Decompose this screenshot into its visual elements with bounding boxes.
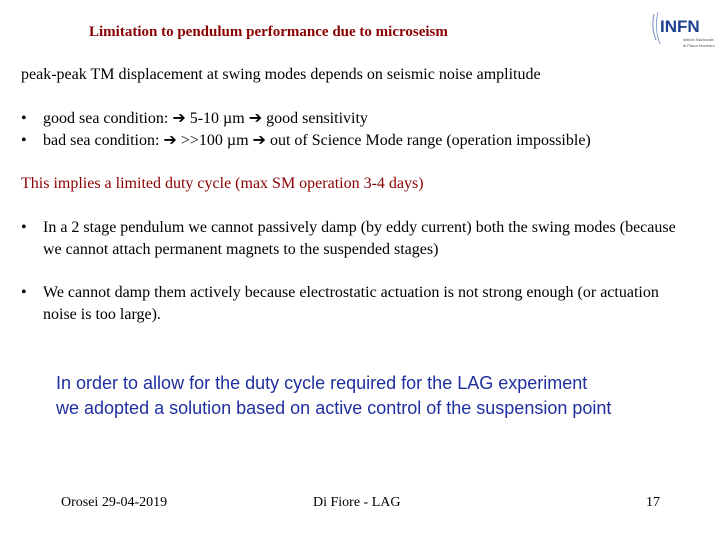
- logo-subtext-1: Istituto Nazionale: [683, 37, 714, 42]
- condition-label: good sea condition:: [43, 110, 169, 127]
- arrow-icon: ➔: [172, 110, 186, 127]
- point-text: We cannot damp them actively because electrostatic actuation is not strong enough (or actuation noise is too large).: [43, 284, 659, 323]
- displacement-value: 5-10 µm: [189, 110, 245, 127]
- condition-result: out of Science Mode range (operation impossible): [269, 132, 591, 149]
- implication-statement: This implies a limited duty cycle (max SM operation 3-4 days): [21, 175, 424, 192]
- logo-subtext-2: di Fisica Nucleare: [683, 43, 715, 48]
- infn-logo: [650, 10, 716, 52]
- point-text: In a 2 stage pendulum we cannot passively damp (by eddy current) both the swing modes (because we cannot attach permanent magnets to the suspended stages): [43, 219, 676, 258]
- list-item: [21, 130, 591, 152]
- conclusion-line-1: In order to allow for the duty cycle required for the LAG experiment: [56, 373, 588, 393]
- infn-logo-icon: [650, 10, 716, 52]
- slide-title: Limitation to pendulum performance due to microseism: [89, 24, 448, 40]
- condition-result: good sensitivity: [266, 110, 368, 127]
- footer-date: Orosei 29-04-2019: [61, 495, 168, 510]
- list-item: [21, 108, 591, 130]
- bullet: •: [21, 284, 27, 301]
- arrow-icon: ➔: [248, 110, 263, 127]
- list-item: [21, 217, 696, 261]
- bullet: •: [21, 219, 27, 236]
- arrow-icon: ➔: [163, 132, 177, 149]
- bullet: •: [21, 132, 27, 149]
- footer-author: Di Fiore - LAG: [313, 495, 401, 510]
- displacement-value: >>100 µm: [180, 132, 249, 149]
- intro-statement: peak-peak TM displacement at swing modes depends on seismic noise amplitude: [21, 66, 541, 83]
- arrow-icon: ➔: [252, 132, 266, 149]
- list-item: [21, 282, 696, 326]
- condition-label: bad sea condition:: [43, 132, 160, 149]
- conclusion-line-2: we adopted a solution based on active control of the suspension point: [56, 398, 612, 418]
- logo-wordmark: INFN: [660, 17, 700, 36]
- sea-conditions-list: [21, 108, 591, 152]
- conclusion-block: [56, 371, 611, 421]
- bullet: •: [21, 110, 27, 127]
- slide-number: 17: [646, 495, 660, 510]
